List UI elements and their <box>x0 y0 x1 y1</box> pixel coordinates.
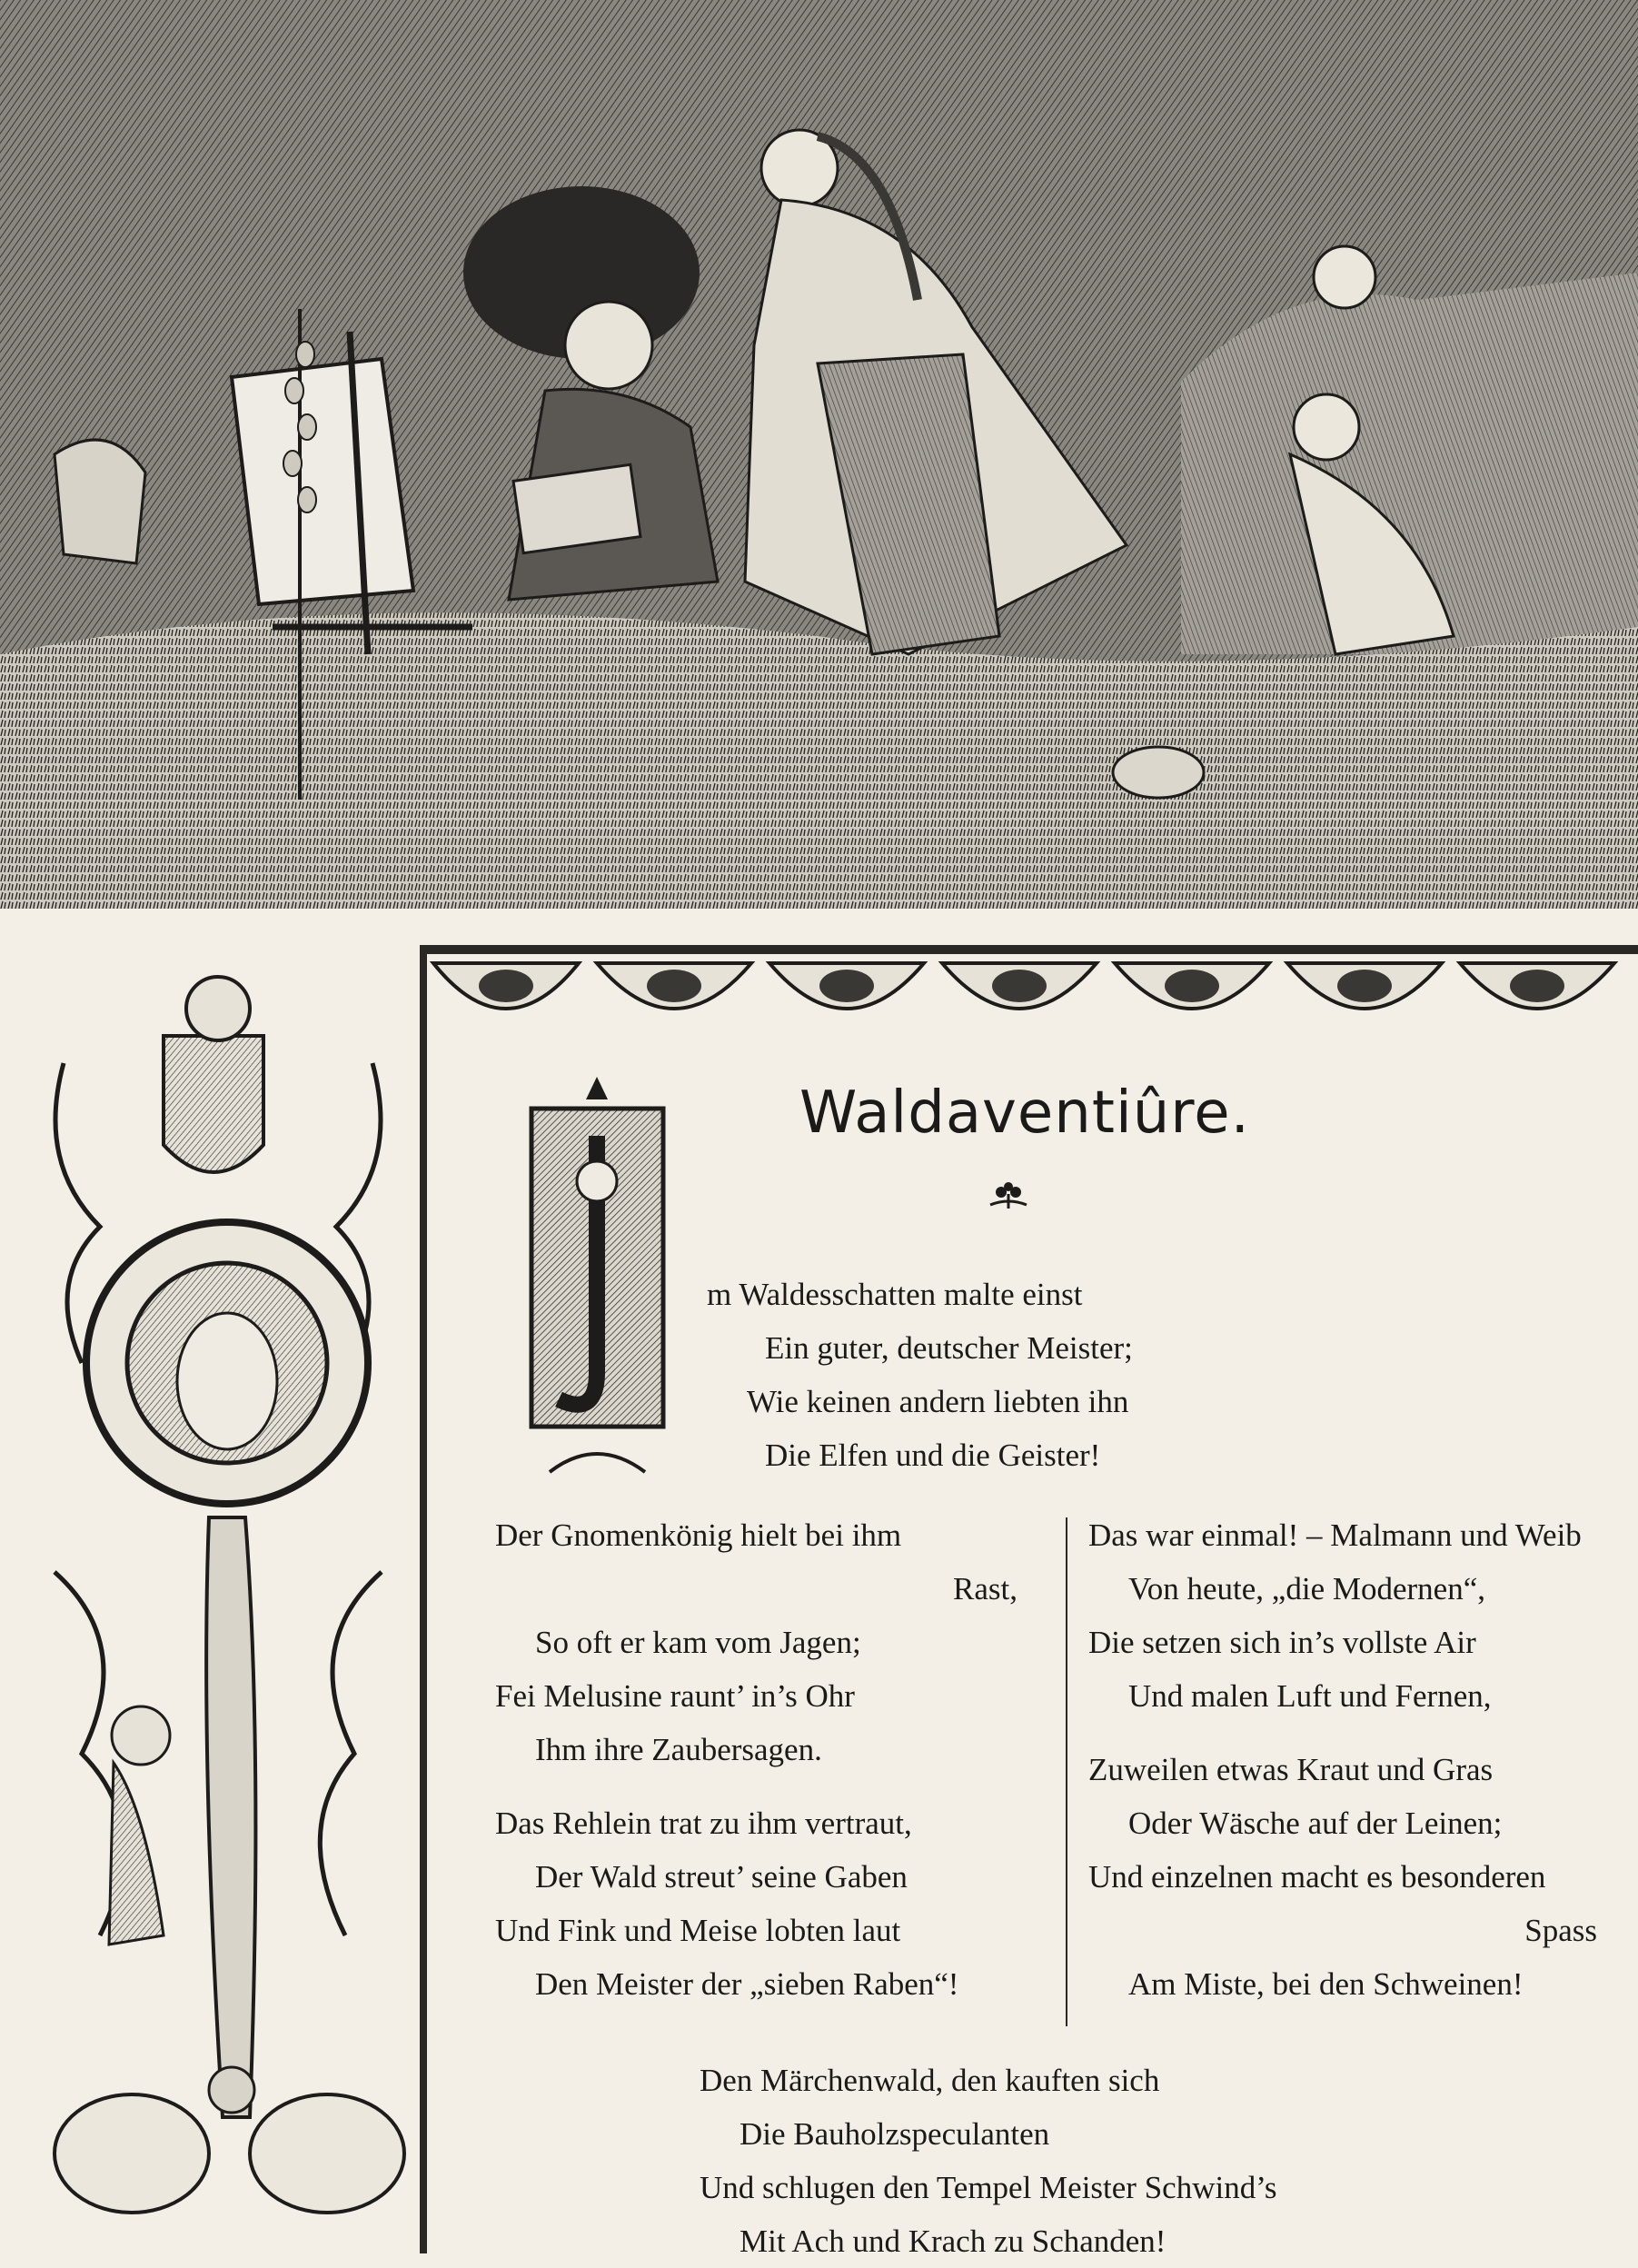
right2-line-2: Oder Wäsche auf der Leinen; <box>1128 1805 1503 1841</box>
right2-line-5: Am Miste, bei den Schweinen! <box>1128 1966 1524 2002</box>
left-ornamental-border <box>27 936 409 2253</box>
right2-line-3: Und einzelnen macht es besonderen <box>1088 1859 1546 1895</box>
intro-line-4: Die Elfen und die Geister! <box>765 1437 1101 1473</box>
forest-engraving <box>0 0 1638 909</box>
final-line-4: Mit Ach und Krach zu Schanden! <box>740 2223 1166 2259</box>
stanza-intro <box>707 1268 1216 1482</box>
initial-letter-ornament <box>513 1072 681 1499</box>
stanza-gap <box>495 1776 1051 1796</box>
right1-line-3: Die setzen sich in’s vollste Air <box>1088 1625 1476 1660</box>
right1-line-1: Das war einmal! – Malmann und Weib <box>1088 1517 1582 1553</box>
initial-letter: I <box>590 1276 604 1318</box>
top-frieze-garland <box>420 945 1638 1081</box>
left2-line-4: Den Meister der „sieben Raben“! <box>535 1966 959 2002</box>
final-line-2: Die Bauholzspeculanten <box>740 2116 1050 2152</box>
left1-line-2: Rast, <box>953 1571 1018 1606</box>
left2-line-2: Der Wald streut’ seine Gaben <box>535 1859 908 1895</box>
intro-line-1: m Waldesschatten malte einst <box>707 1277 1083 1312</box>
left1-line-3: So oft er kam vom Jagen; <box>535 1625 861 1660</box>
stanza-gap <box>1088 1723 1633 1743</box>
right1-line-2: Von heute, „die Modernen“, <box>1128 1571 1485 1606</box>
frieze-art <box>420 945 1638 1081</box>
stanza-final <box>700 2054 1517 2268</box>
right1-line-4: Und malen Luft und Fernen, <box>1128 1678 1492 1714</box>
flower-ornament-icon <box>981 1181 1036 1214</box>
ornamental-border-art <box>27 936 409 2253</box>
final-line-1: Den Märchenwald, den kauften sich <box>700 2063 1160 2098</box>
poem-title <box>799 1077 1526 1149</box>
top-illustration <box>0 0 1638 909</box>
left2-line-3: Und Fink und Meise lobten laut <box>495 1913 901 1948</box>
right2-line-4: Spass <box>1524 1913 1597 1948</box>
intro-line-3: Wie keinen andern liebten ihn <box>747 1384 1129 1419</box>
poem-title-period: . <box>1230 1079 1250 1147</box>
poem-title-text: Waldaventiûre <box>799 1079 1231 1147</box>
left1-line-4: Fei Melusine raunt’ in’s Ohr <box>495 1678 855 1714</box>
left-column-verses <box>495 1508 1051 2011</box>
right-column-verses <box>1088 1508 1633 2011</box>
final-line-3: Und schlugen den Tempel Meister Schwind’s <box>700 2170 1277 2205</box>
right2-line-1: Zuweilen etwas Kraut und Gras <box>1088 1752 1494 1787</box>
vertical-rule <box>420 945 427 2253</box>
left1-line-1: Der Gnomenkönig hielt bei ihm <box>495 1517 902 1553</box>
intro-line-2: Ein guter, deutscher Meister; <box>765 1330 1133 1366</box>
left1-line-5: Ihm ihre Zaubersagen. <box>535 1732 822 1767</box>
left2-line-1: Das Rehlein trat zu ihm vertraut, <box>495 1805 912 1841</box>
column-divider <box>1066 1517 1067 2026</box>
